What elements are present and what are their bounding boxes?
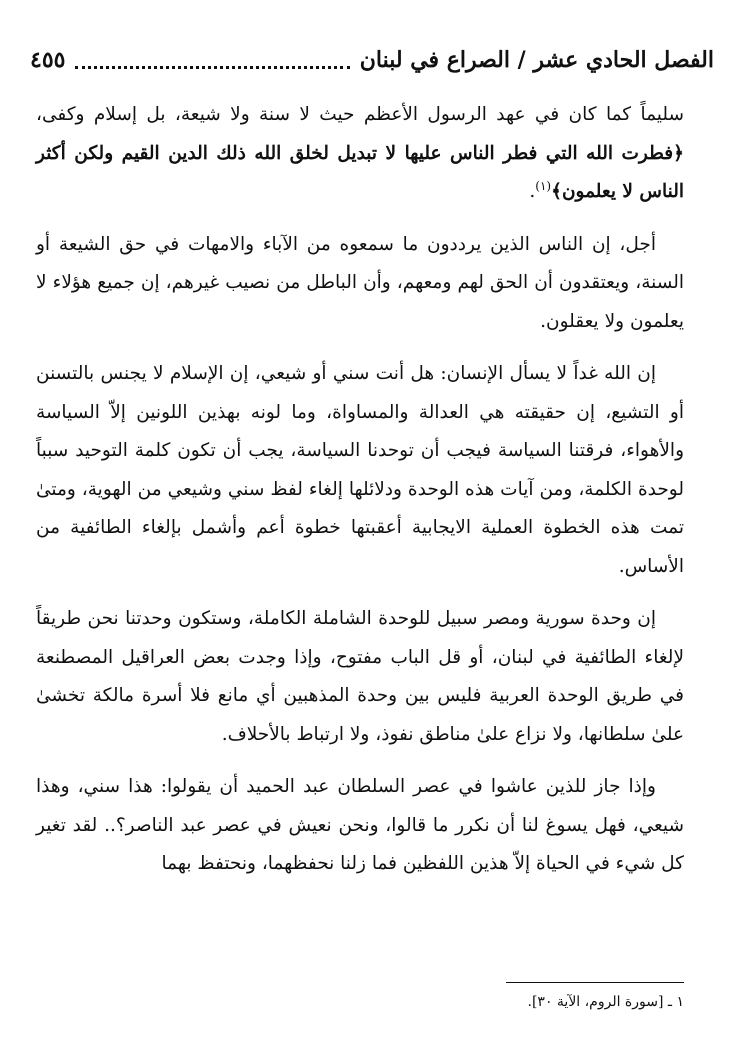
dot-leader xyxy=(75,52,349,69)
paragraph-4: إن وحدة سورية ومصر سبيل للوحدة الشاملة الكاملة، وستكون وحدتنا نحن طريقاً لإلغاء الطائفية في لبنان، أو قل الباب مفتوح، وإذا وجدت بعض العراقيل المصطنعة في طريق الوحدة العربية فليس بين وحدة المذهبين أي مانع فلا أسرة مالكة تخشىٰ علىٰ سلطانها، ولا نزاع علىٰ مناطق نفوذ، ولا ارتباط بالأحلاف. xyxy=(36,608,684,745)
paragraph-5: وإذا جاز للذين عاشوا في عصر السلطان عبد الحميد أن يقولوا: هذا سني، وهذا شيعي، فهل يسوغ لنا أن نكرر ما قالوا، ونحن نعيش في عصر عبد الناصر؟.. لقد تغير كل شيء في الحياة إلاّ هذين اللفظين فما زلنا نحفظهما، ونحتفظ بهما xyxy=(36,776,684,874)
footnote-number: ١ ـ xyxy=(667,994,684,1010)
paragraph-3: إن الله غداً لا يسأل الإنسان: هل أنت سني أو شيعي، إن الإسلام لا يجنس بالتسنن أو التشيع، إن حقيقته هي العدالة والمساواة، وما لونه بهذين اللونين إلاّ السياسة والأهواء، فرقتنا السياسة فيجب أن توحدنا السياسة، يجب أن تكون كلمة التوحيد سبباً لوحدة الكلمة، ومن آيات هذه الوحدة ودلائلها إلغاء لفظ سني وشيعي من الهوية، ومتىٰ تمت هذه الخطوة العملية الايجابية أعقبتها خطوة أعم وأشمل بإلغاء الطائفية من الأساس. xyxy=(36,363,684,577)
paragraph-lead: سليماً كما كان في عهد الرسول الأعظم حيث لا سنة ولا شيعة، بل إسلام وكفى، xyxy=(36,104,684,125)
paragraph-2: أجل، إن الناس الذين يرددون ما سمعوه من الآباء والامهات في حق الشيعة أو السنة، ويعتقدون أن الحق لهم ومعهم، وأن الباطل من نصيب غيرهم، إن جميع هؤلاء لا يعلمون ولا يعقلون. xyxy=(36,233,684,332)
page-header xyxy=(30,40,714,80)
paragraph-1 xyxy=(36,96,684,212)
footnote-ref: (١) xyxy=(535,178,552,193)
quran-verse: ﴿فطرت الله التي فطر الناس عليها لا تبديل لخلق الله ذلك الدين القيم ولكن أكثر الناس لا يعلمون﴾ xyxy=(36,142,684,202)
footnote xyxy=(528,992,685,1012)
page-body xyxy=(36,96,684,898)
footnote-divider xyxy=(506,982,684,983)
paragraph-trail: . xyxy=(529,181,536,202)
footnote-text: [سورة الروم، الآية ٣٠]. xyxy=(527,994,664,1010)
running-title: الفصل الحادي عشر / الصراع في لبنان xyxy=(359,47,714,73)
page-number: ٤٥٥ xyxy=(30,47,66,73)
